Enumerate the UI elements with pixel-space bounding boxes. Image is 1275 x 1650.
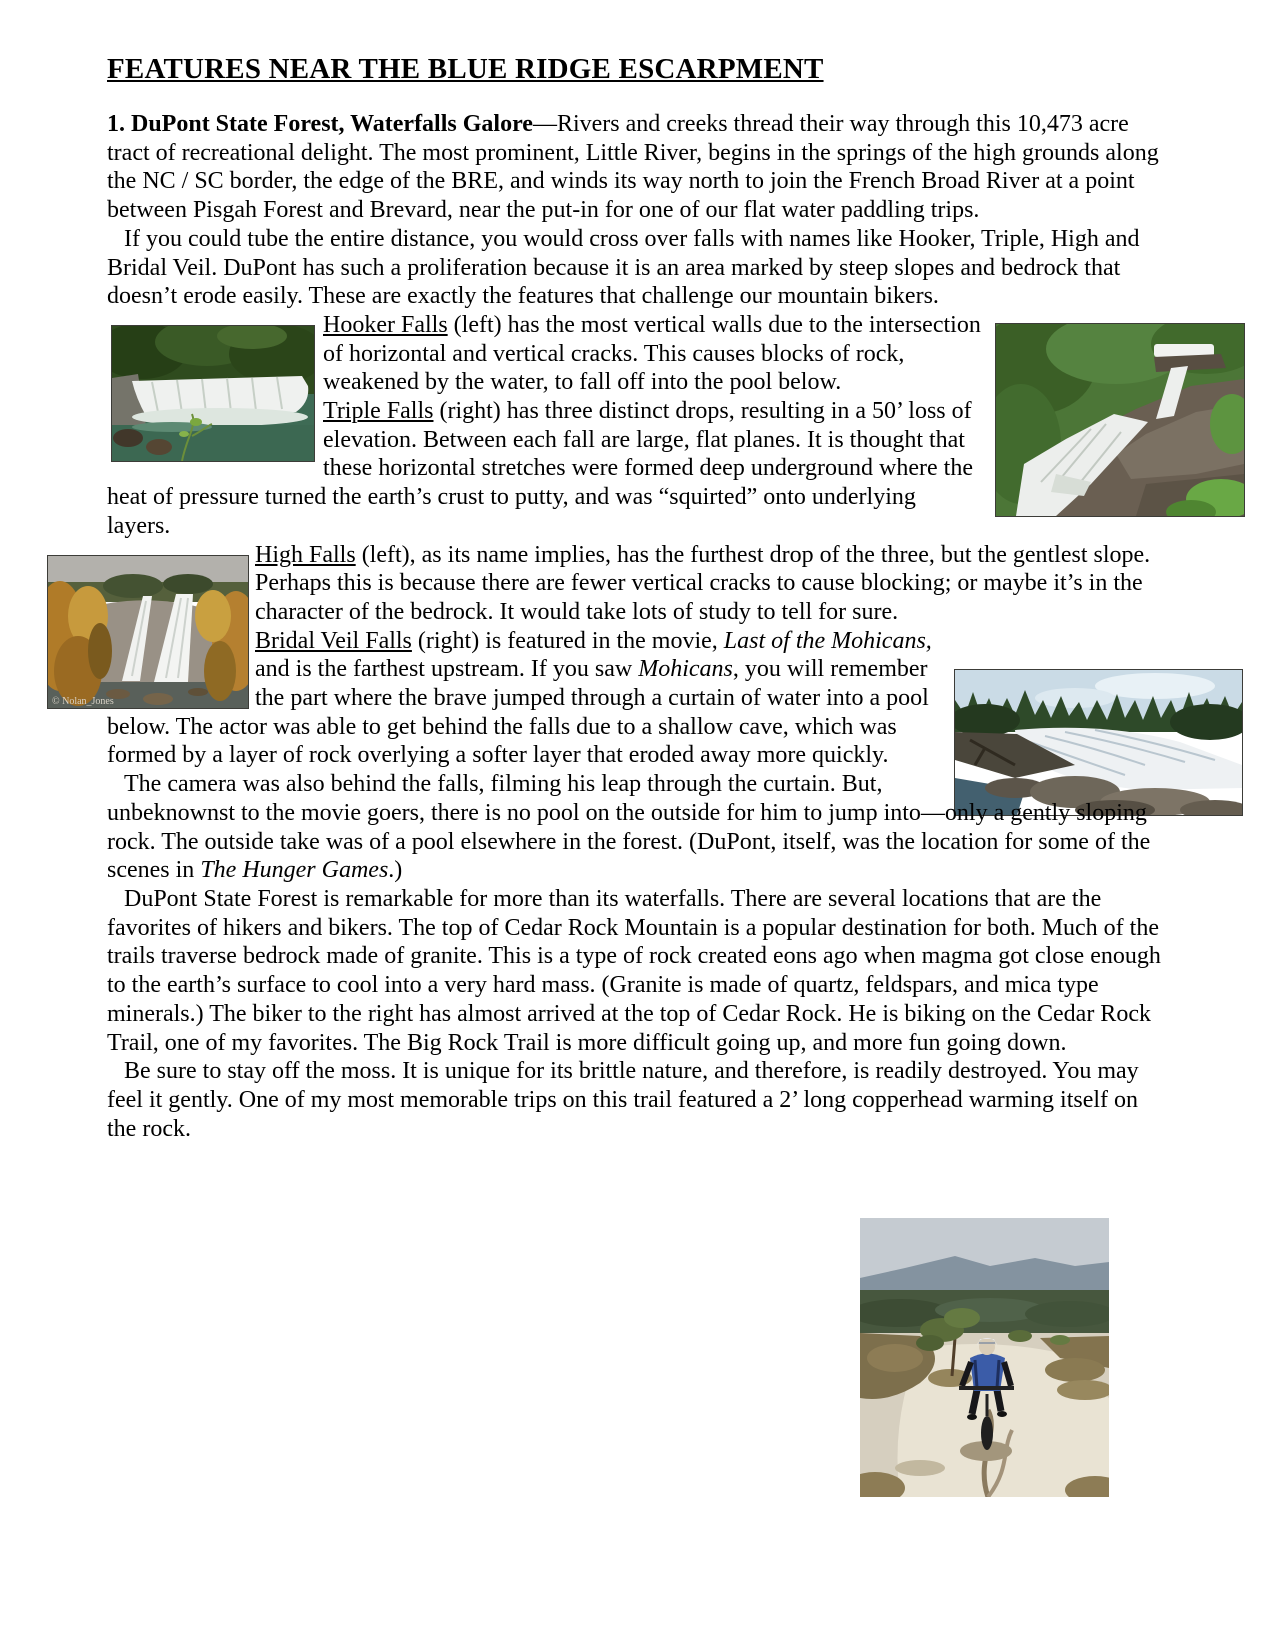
triple-falls-text: (right) has three distinct drops, resulting in a 50’ loss of elevation. Between each fall are large, flat planes. It is thought that these horizontal stretches were formed deep underground where the heat of pressure turned the earth’s crust to putty, and was “squirted” onto underlying layers. bbox=[107, 398, 973, 539]
high-falls-text: (left), as its name implies, has the furthest drop of the three, but the gentlest slope. Perhaps this is because there are fewer vertical cracks to cause blocking; or maybe it’s in the character of the bedrock. It would take lots of study to tell for sure. bbox=[255, 541, 1151, 625]
movie-title-mohicans-2: Mohicans bbox=[638, 656, 733, 683]
intro-lead-rest: —Rivers and creeks thread their way through this 10,473 acre tract of recreational delight. The most prominent, Little River, begins in the springs of the high grounds along the NC / SC border, the edge of the BRE, and winds its way north to join the French Broad River at a point between Pisgah Forest and Brevard, near the put-in for one of our flat water paddling trips. bbox=[107, 111, 1159, 224]
bridal-veil-text-1: (right) is featured in the movie, bbox=[411, 627, 724, 654]
mountain-biker-photo bbox=[860, 1218, 1109, 1497]
intro-lead-bold: 1. DuPont State Forest, Waterfalls Galore bbox=[107, 111, 533, 137]
falls-section bbox=[52, 311, 1168, 770]
bridal-veil-text-3: , you will remember the part where the brave jumped through a curtain of water into a pool below. The actor was able to get behind the falls due to a shallow cave, which was formed by a layer of rock overlying a softer layer that eroded away more quickly. bbox=[107, 656, 929, 769]
photo-watermark: © Nolan_Jones bbox=[52, 695, 114, 707]
mountain-biker-photo-wrap bbox=[860, 1218, 1109, 1497]
triple-falls-label: Triple Falls bbox=[323, 398, 434, 425]
tube-paragraph: If you could tube the entire distance, you would cross over falls with names like Hooker, Triple, High and Bridal Veil. DuPont has such a proliferation because it is an area marked by steep slopes and bedrock that doesn’t erode easily. These are exactly the features that challenge our mountain bikers. bbox=[107, 225, 1140, 310]
bridal-veil-text-2: and is the farthest upstream. If you saw bbox=[255, 656, 639, 683]
camera-text-2: .) bbox=[388, 857, 403, 884]
high-falls-label: High Falls bbox=[255, 541, 356, 568]
high-falls-photo bbox=[47, 555, 249, 709]
high-bridal-paragraph bbox=[107, 541, 1168, 771]
movie-title-hunger-games: The Hunger Games bbox=[200, 857, 389, 884]
bridal-veil-falls-photo bbox=[954, 669, 1243, 816]
hooker-falls-photo bbox=[111, 325, 315, 462]
movie-title-mohicans: Last of the Mohicans, bbox=[723, 627, 932, 654]
hooker-falls-text: (left) has the most vertical walls due to the intersection of horizontal and vertical cracks. This causes blocks of rock, weakened by the water, to fall off into the pool below. bbox=[323, 311, 981, 396]
moss-paragraph: Be sure to stay off the moss. It is unique for its brittle nature, and therefore, is readily destroyed. You may feel it gently. One of my most memorable trips on this trail featured a 2’ long copperhead warming itself on the rock. bbox=[107, 1058, 1139, 1142]
document-title: FEATURES NEAR THE BLUE RIDGE ESCARPMENT bbox=[107, 53, 824, 85]
bridal-veil-falls-label: Bridal Veil Falls bbox=[255, 627, 412, 654]
triple-falls-photo bbox=[995, 323, 1245, 517]
intro-paragraph bbox=[107, 110, 1168, 225]
cedar-rock-paragraph: DuPont State Forest is remarkable for more than its waterfalls. There are several locations that are the favorites of hikers and bikers. The top of Cedar Rock Mountain is a popular destination for both. Much of the trails traverse bedrock made of granite. This is a type of rock created eons ago when magma got close enough to the earth’s surface to cool into a very hard mass. (Granite is made of quartz, feldspars, and mica type minerals.) The biker to the right has almost arrived at the top of Cedar Rock. He is biking on the Cedar Rock Trail, one of my favorites. The Big Rock Trail is more difficult going up, and more fun going down. bbox=[107, 885, 1161, 1056]
hooker-falls-label: Hooker Falls bbox=[323, 311, 448, 338]
camera-text-1: The camera was also behind the falls, filming his leap through the curtain. But, unbeknownst to the movie goers, there is no pool on the outside for him to jump into—only a gently sloping rock. The outside take was of a pool elsewhere in the forest. (DuPont, itself, was the location for some of the scenes in bbox=[107, 771, 1151, 884]
